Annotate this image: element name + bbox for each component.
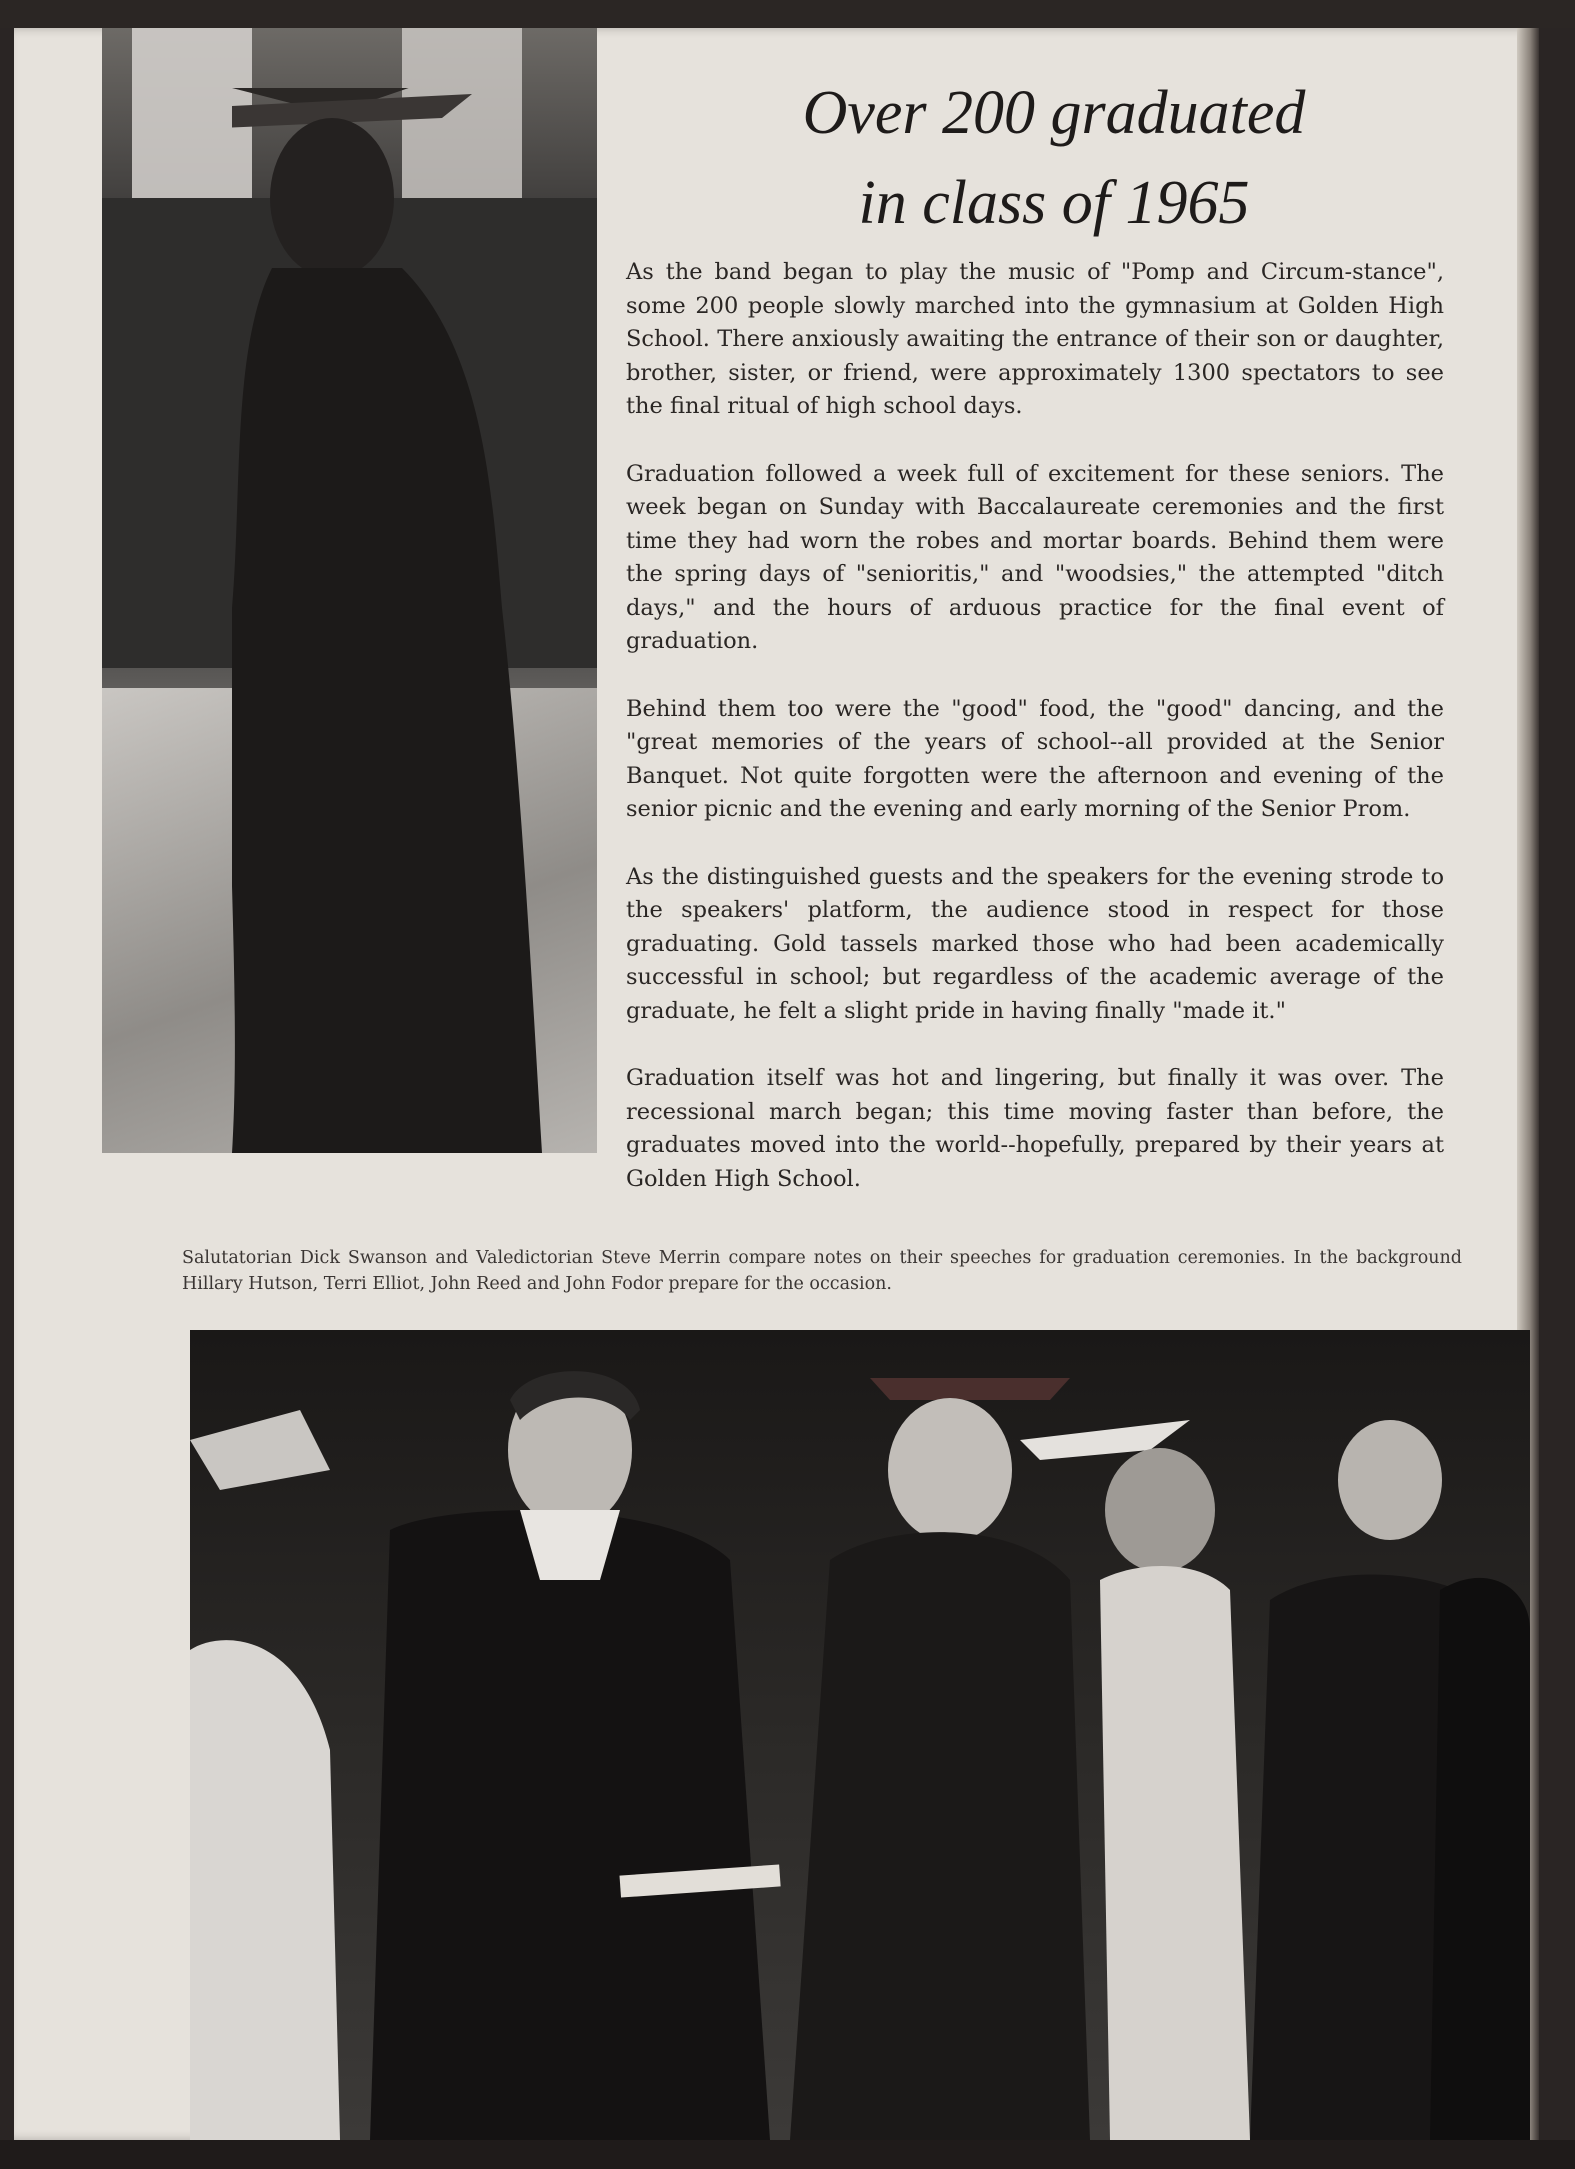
graduates-photo (190, 1330, 1530, 2140)
dark-gown-2 (790, 1532, 1090, 2140)
paragraph-3: Behind them too were the "good" food, the "good" dancing, and the "great memories of the years of school--all provided at the Senior Banquet. Not quite forgotten were the afternoon and evening of the senior picnic and the evening and early morning of the Senior Prom. (626, 695, 1444, 822)
paragraph-1: As the band began to play the music of "Pomp and Circum-stance", some 200 people slowly marched into the gymnasium at Golden High School. There anxiously awaiting the entrance of their son or daughter, brother, sister, or friend, were approximately 1300 spectators to see the final ritual of high school days. (626, 259, 1444, 419)
white-gown-left (190, 1640, 340, 2140)
graduate-silhouette-photo (102, 28, 597, 1153)
scan-top-edge (0, 0, 1575, 28)
paragraph-4: As the distinguished guests and the speakers for the evening strode to the speakers' platform, the audience stood in respect for those graduating. Gold tassels marked those who had been academically successful in school; but regardless of the academic average of the graduate, he felt a slight pride in having finally "made it." (626, 863, 1444, 1024)
paragraph-2: Graduation followed a week full of excitement for these seniors. The week began on Sunday with Baccalaureate ceremonies and the first time they had worn the robes and mortar boards. Behind them were the spring days of "senioritis," and "woodsies," the attempted "ditch days," and the hours of arduous practice for the final event of graduation. (626, 460, 1444, 654)
graduates-scene (190, 1330, 1530, 2140)
scan-bottom-edge (0, 2140, 1575, 2169)
headline-line-2: in class of 1965 (858, 169, 1250, 237)
mortarboard-left (190, 1410, 330, 1490)
headline-line-1: Over 200 graduated (802, 79, 1306, 147)
mortarboard-center (870, 1378, 1070, 1400)
paragraph-5: Graduation itself was hot and lingering, but finally it was over. The recessional march began; this time moving faster than before, the graduates moved into the world--hopefully, prepared by their years at Golden High School. (626, 1065, 1444, 1192)
face-2 (888, 1398, 1012, 1542)
dark-gown-1 (370, 1510, 770, 2140)
photo-caption: Salutatorian Dick Swanson and Valedictorian Steve Merrin compare notes on their speeches for graduation ceremonies. In the background Hillary Hutson, Terri Elliot, John Reed and John Fodor prepare for the occasion. (182, 1248, 1462, 1294)
white-gown-right (1100, 1566, 1250, 2140)
article-body (626, 256, 1444, 1230)
article-headline (604, 68, 1504, 248)
face-3 (1338, 1420, 1442, 1540)
yearbook-page (14, 28, 1539, 2140)
graduate-figure (232, 88, 542, 1153)
